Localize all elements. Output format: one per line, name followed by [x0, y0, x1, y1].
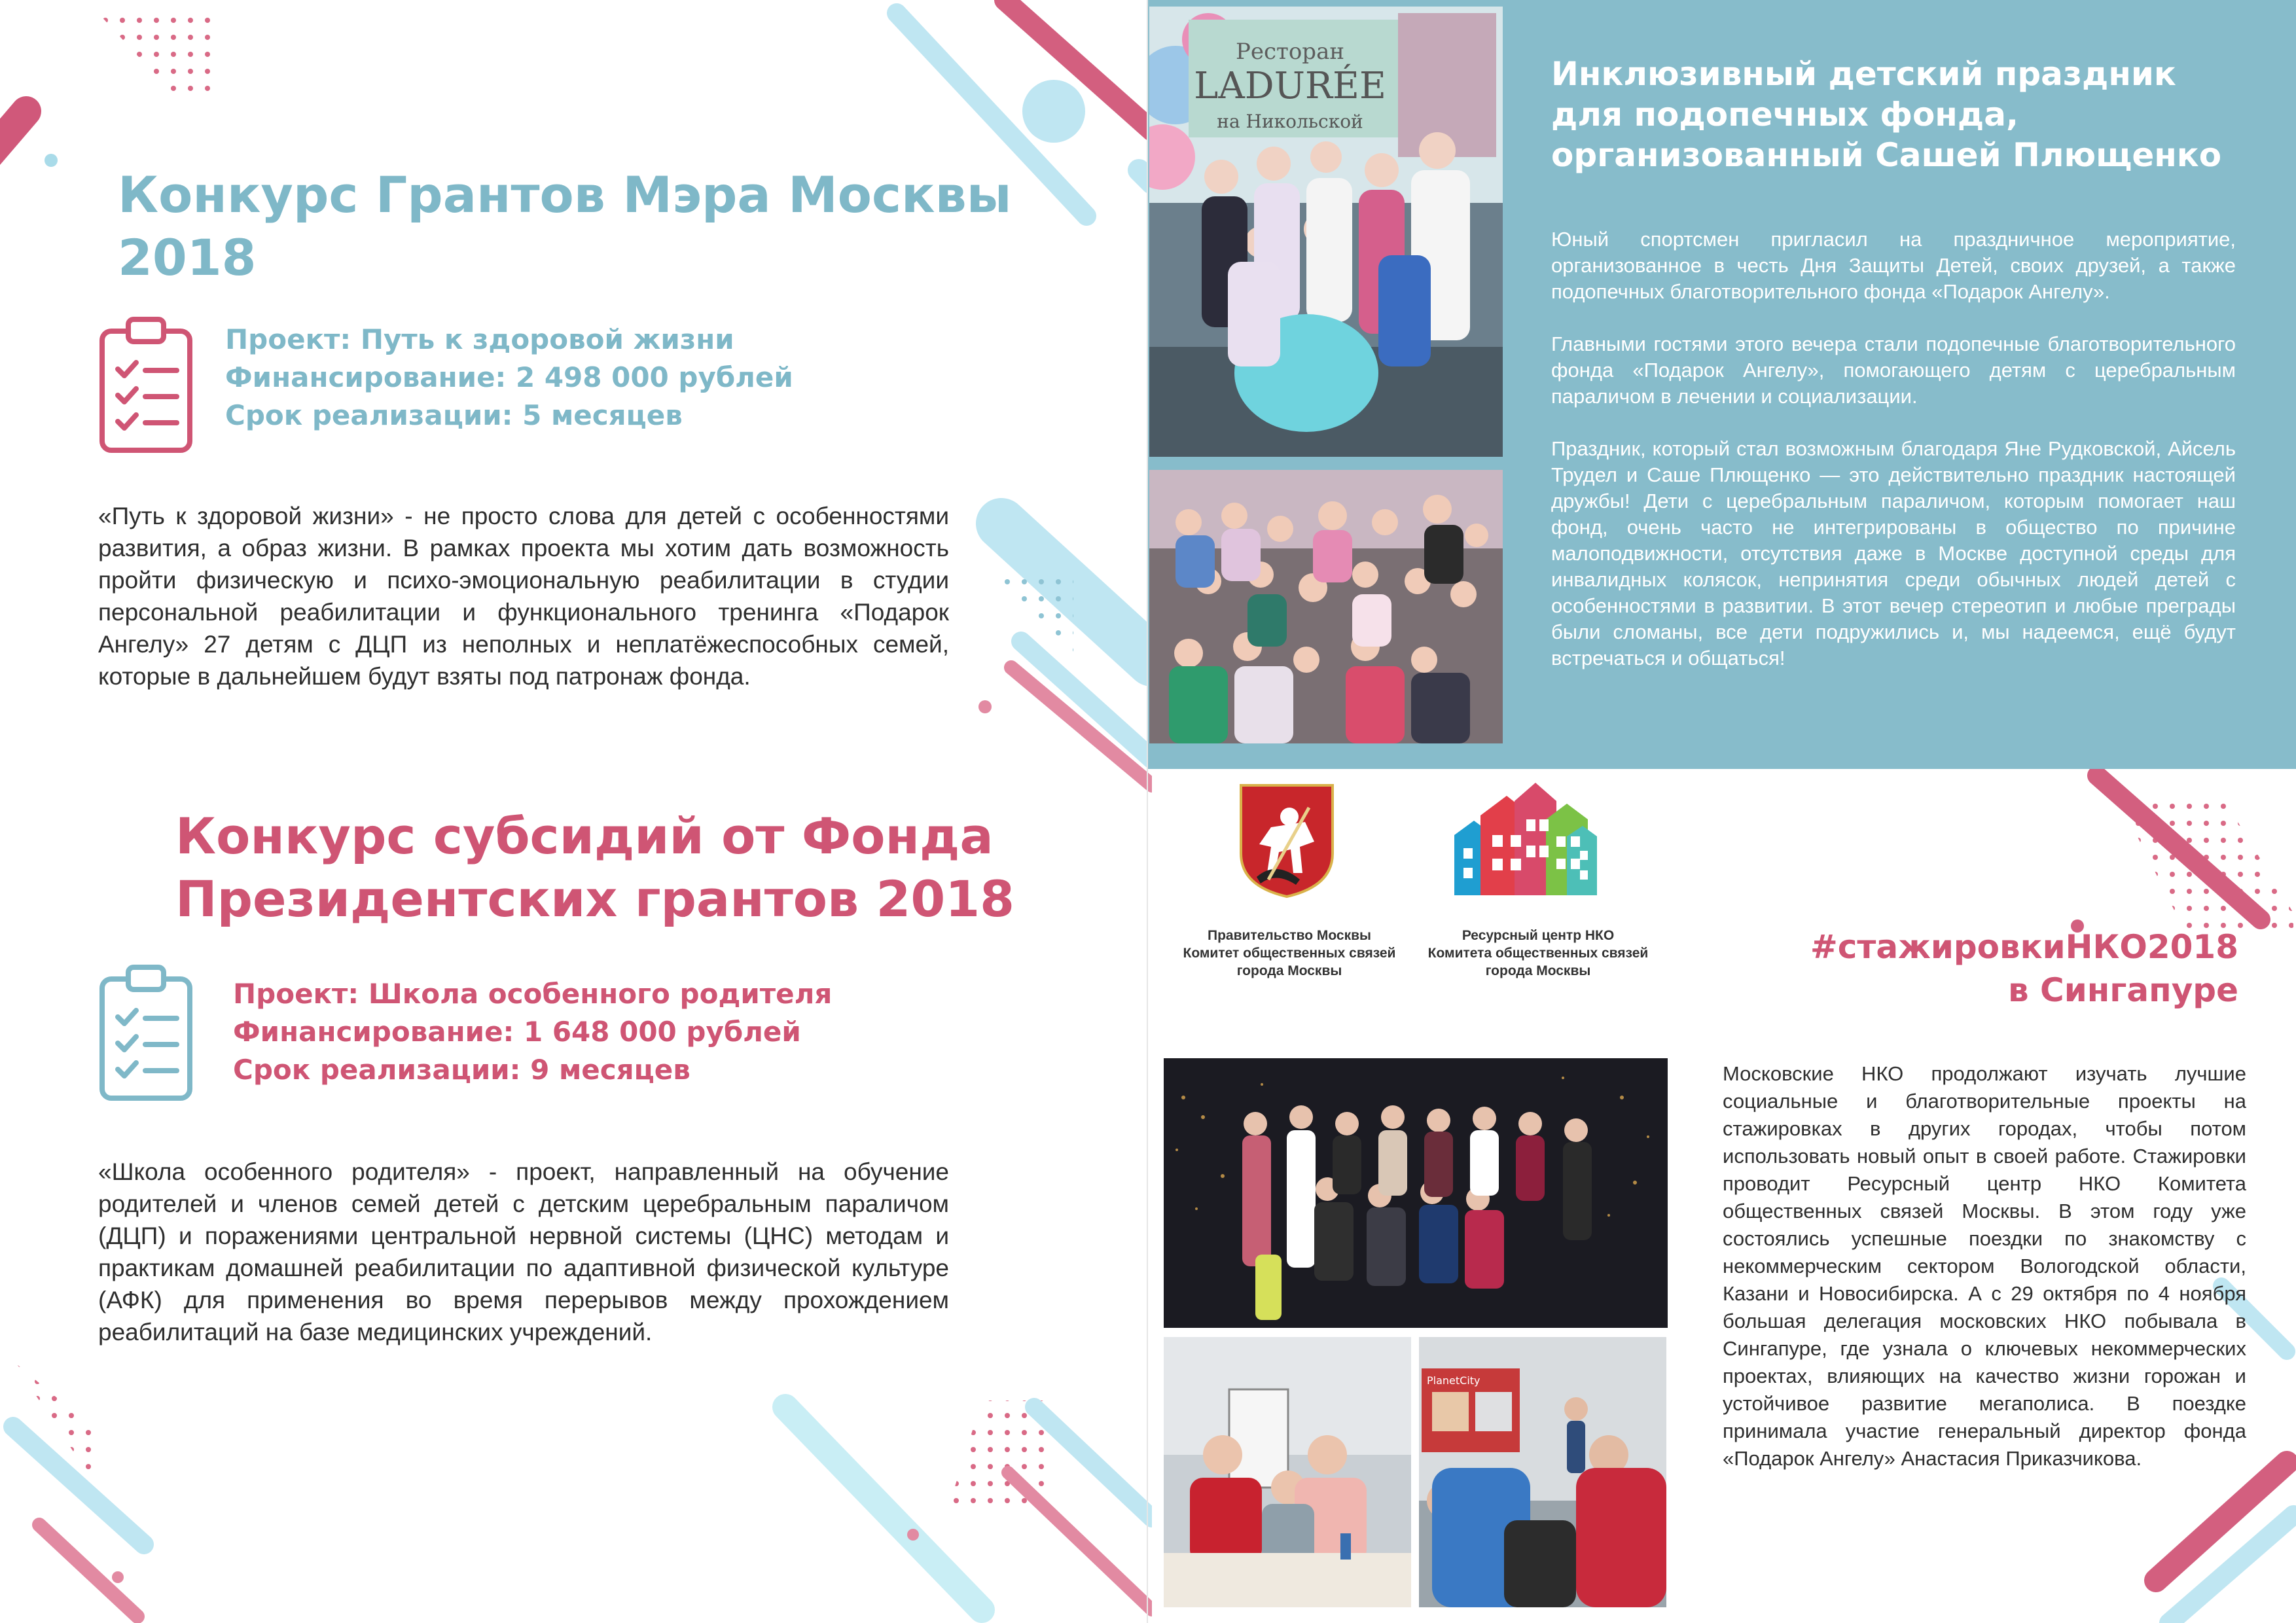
moscow-gov-caption-line2: Комитет общественных связей: [1183, 946, 1396, 961]
moscow-gov-caption-line3: города Москвы: [1236, 963, 1342, 978]
president-project-description: «Школа особенного родителя» - проект, направленный на обучение родителей и членов семей детей с детским церебральным параличом (ДЦП) и поражениями центральной нервной системы (ЦНС) методам и практикам домашней реабилитации по адаптивной физической культуре (АФК) для применения во время перерывов между прохождением реабилитаций на базе медицинских учреждений.: [98, 1158, 949, 1346]
president-project-name: Проект: Школа особенного родителя: [233, 978, 833, 1010]
event-title-line1: Инклюзивный детский праздник: [1551, 55, 2176, 93]
event-photo-main: [1149, 7, 1503, 457]
mayor-project-description: «Путь к здоровой жизни» - не просто слова для детей с особенностями развития, а образ жизни. В рамках проекта мы хотим дать возможность пройти физическую и психо-эмоциональную реабилитации в студии персональной реабилитации и функционального тренинга «Подарок Ангелу» 27 детям с ДЦП из неполных и неплатёжеспособных семей, которые в дальнейшем будут взяты под патронаж фонда.: [98, 503, 949, 690]
resource-center-caption-line1: Ресурсный центр НКО: [1462, 928, 1615, 943]
moscow-coat-of-arms-icon: [1237, 781, 1336, 899]
singapore-heading: [1676, 925, 2238, 1012]
resource-center-houses-icon: [1454, 783, 1597, 895]
president-grant-title-line2: Президентских грантов 2018: [175, 870, 1015, 928]
event-paragraph-2: Главными гостями этого вечера стали подопечные благотворительного фонда «Подарок Ангелу», помогающего детям с церебральным параличом в лечении и социализации.: [1551, 332, 2236, 408]
singapore-location: в Сингапуре: [2007, 971, 2238, 1009]
mayor-project-name: Проект: Путь к здоровой жизни: [225, 323, 734, 355]
photo-sign-line3: на Никольской: [1217, 111, 1363, 132]
slide-sign: PlanetCity: [1427, 1374, 1480, 1387]
singapore-photo-meeting: [1164, 1337, 1411, 1607]
singapore-description: Московские НКО продолжают изучать лучшие социальные и благотворительные проекты на стажировках в других городах, чтобы потом использовать новый опыт в своей работе. Стажировки проводит Ресурсный центр НКО Комитета общественных связей Москвы. В этом году уже состоялись успешные поездки по знакомству с некоммерческим сектором Вологодской области, Казани и Новосибирска. А с 29 октября по 4 ноября большая делегация московских НКО побывала в Сингапуре, где узнала о ключевых некоммерческих проектах, влияющих на качество жизни горожан и устойчивое развитие мегаполиса. В поездке принимала участие генеральный директор фонда «Подарок Ангелу» Анастасия Приказчикова.: [1723, 1062, 2246, 1470]
president-grant-title: [175, 805, 1092, 931]
resource-center-caption-line2: Комитета общественных связей: [1427, 946, 1649, 961]
president-project-meta: [233, 975, 1084, 1089]
moscow-gov-caption: [1172, 927, 1407, 980]
event-paragraph-3: Праздник, который стал возможным благодаря Яне Рудковской, Айсель Трудел и Саше Плющенко — это действительно праздник настоящей дружбы! Дети с церебральным параличом, которым помогает наш фонд, очень часто не интегрированы в общество по причине малоподвижности, отсутствия даже в Москве доступной среды для инвалидных колясок, непринятия среди обычных людей детей с особенностями в развитии. В этот вечер стереотип и любые преграды были сломаны, все дети подружились и, мы надеемся, ещё будут встречаться и общаться!: [1551, 437, 2236, 669]
event-title: [1551, 54, 2271, 175]
mayor-grant-title: Конкурс Грантов Мэра Москвы 2018: [118, 166, 1012, 287]
president-grant-title-line1: Конкурс субсидий от Фонда: [175, 807, 994, 865]
mayor-project-funding: Финансирование: 2 498 000 рублей: [225, 361, 793, 393]
president-project-term: Срок реализации: 9 месяцев: [233, 1054, 691, 1086]
event-photo-group: [1149, 470, 1503, 743]
photo-sign-line1: Ресторан: [1235, 39, 1345, 65]
mayor-project-term: Срок реализации: 5 месяцев: [225, 399, 683, 431]
president-project-funding: Финансирование: 1 648 000 рублей: [233, 1016, 801, 1048]
singapore-photo-night: [1164, 1058, 1668, 1328]
resource-center-caption-line3: города Москвы: [1485, 963, 1591, 978]
moscow-gov-caption-line1: Правительство Москвы: [1208, 928, 1371, 943]
resource-center-caption: [1414, 927, 1662, 980]
event-text: [1551, 226, 2236, 698]
mayor-project-meta: [225, 321, 1076, 435]
singapore-photo-presentation: [1419, 1337, 1666, 1607]
photo-sign-line2: LADURÉE: [1194, 65, 1386, 107]
singapore-hashtag: #стажировкиНКО2018: [1810, 928, 2238, 966]
event-title-line2: для подопечных фонда,: [1551, 96, 2018, 134]
clipboard-icon-pink: [97, 313, 195, 458]
event-paragraph-1: Юный спортсмен пригласил на праздничное мероприятие, организованное в честь Дня Защиты Детей, своих друзей, а также подопечных благотворительного фонда «Подарок Ангелу».: [1551, 228, 2236, 303]
clipboard-icon-teal: [97, 961, 195, 1106]
event-title-line3: организованный Сашей Плющенко: [1551, 136, 2222, 174]
